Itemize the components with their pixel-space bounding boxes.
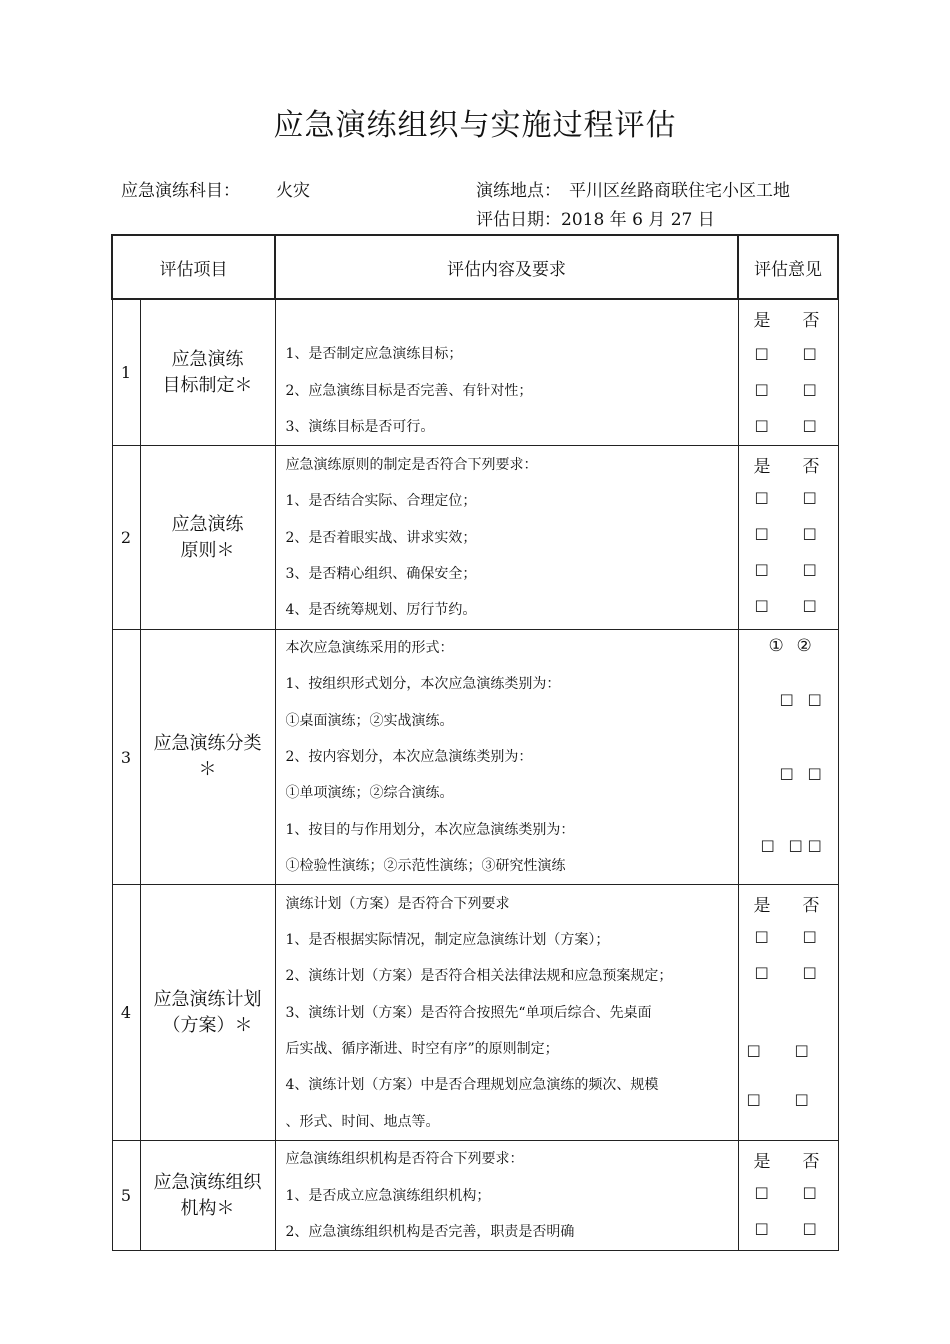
row-number: 2: [112, 446, 140, 630]
opinion-cell: [738, 885, 838, 1141]
table-row: [112, 630, 838, 885]
no-checkbox[interactable]: □: [794, 1041, 809, 1060]
yes-checkbox[interactable]: □: [754, 596, 769, 615]
yes-label: 是: [753, 311, 771, 331]
content-line: 后实战、循序渐进、时空有序”的原则制定；: [285, 1040, 559, 1057]
item-name-line: 应急演练: [171, 348, 244, 370]
option-2-checkbox[interactable]: □: [807, 690, 822, 709]
content-line: 2、按内容划分，本次应急演练类别为：: [285, 749, 533, 766]
yes-checkbox[interactable]: □: [754, 963, 769, 982]
yes-checkbox[interactable]: □: [754, 1219, 769, 1238]
opinion-cell: [738, 299, 838, 446]
content-cell: [275, 446, 738, 630]
header-item: 评估项目: [112, 235, 275, 299]
content-line: 1、按目的与作用划分，本次应急演练类别为：: [285, 821, 575, 838]
table-row: [112, 299, 838, 446]
content-line: 3、演练计划（方案）是否符合按照先“单项后综合、先桌面: [285, 1004, 652, 1021]
no-checkbox[interactable]: □: [802, 344, 817, 362]
option-2-checkbox[interactable]: □: [788, 836, 803, 855]
table-row: [112, 1141, 838, 1251]
yes-checkbox[interactable]: □: [754, 927, 769, 946]
content-line: 1、是否制定应急演练目标；: [285, 346, 463, 363]
item-name-line: 应急演练组织: [153, 1171, 262, 1193]
no-label: 否: [802, 1152, 820, 1173]
row-number: 1: [112, 299, 140, 446]
content-line: 3、是否精心组织、确保安全；: [285, 565, 477, 582]
option-2-label: ②: [796, 636, 812, 657]
content-line: ①桌面演练；②实战演练。: [285, 712, 454, 729]
option-1-checkbox[interactable]: □: [779, 764, 794, 783]
content-line: 应急演练组织机构是否符合下列要求：: [285, 1151, 524, 1168]
content-line: 本次应急演练采用的形式：: [285, 640, 454, 657]
content-line: 1、按组织形式划分，本次应急演练类别为：: [285, 676, 561, 693]
location-label: 演练地点：: [476, 181, 561, 201]
yes-checkbox[interactable]: □: [754, 1183, 769, 1202]
content-line: 、形式、时间、地点等。: [285, 1113, 440, 1130]
no-checkbox[interactable]: □: [802, 560, 817, 579]
no-checkbox[interactable]: □: [802, 1183, 817, 1202]
yes-checkbox[interactable]: □: [746, 1090, 761, 1109]
option-3-checkbox[interactable]: □: [807, 836, 822, 855]
opinion-cell: [738, 630, 838, 885]
yes-checkbox[interactable]: □: [754, 380, 769, 398]
item-name-line: ＊: [198, 759, 217, 781]
content-line: 3、演练目标是否可行。: [285, 418, 435, 435]
opinion-cell: [738, 446, 838, 630]
item-name-line: 应急演练计划: [153, 988, 262, 1010]
item-name: [140, 446, 275, 630]
no-checkbox[interactable]: □: [802, 927, 817, 946]
no-checkbox[interactable]: □: [802, 596, 817, 615]
page-title: 应急演练组织与实施过程评估: [273, 108, 677, 143]
header-content: 评估内容及要求: [275, 235, 738, 299]
yes-label: 是: [753, 1152, 771, 1173]
no-checkbox[interactable]: □: [802, 963, 817, 982]
option-1-label: ①: [768, 636, 784, 657]
content-cell: [275, 299, 738, 446]
yes-checkbox[interactable]: □: [754, 560, 769, 579]
item-name-line: 应急演练分类: [153, 733, 262, 755]
no-label: 否: [802, 457, 820, 478]
subject-value: 火灾: [276, 181, 310, 201]
item-name: [140, 299, 275, 446]
item-name: [140, 630, 275, 885]
no-checkbox[interactable]: □: [794, 1090, 809, 1109]
content-line: 2、应急演练组织机构是否完善，职责是否明确: [285, 1223, 575, 1240]
content-line: 2、演练计划（方案）是否符合相关法律法规和应急预案规定；: [285, 968, 673, 985]
yes-checkbox[interactable]: □: [754, 524, 769, 543]
content-line: 4、演练计划（方案）中是否合理规划应急演练的频次、规模: [285, 1077, 659, 1094]
row-number: 4: [112, 885, 140, 1141]
content-line: 2、是否着眼实战、讲求实效；: [285, 529, 477, 546]
content-line: 2、应急演练目标是否完善、有针对性；: [285, 382, 533, 399]
no-label: 否: [802, 896, 820, 917]
content-line: 1、是否根据实际情况，制定应急演练计划（方案）；: [285, 932, 610, 949]
item-name-line: 应急演练: [171, 513, 244, 535]
opinion-cell: [738, 1141, 838, 1251]
content-cell: [275, 630, 738, 885]
content-cell: [275, 1141, 738, 1251]
content-line: 演练计划（方案）是否符合下列要求: [285, 895, 510, 912]
yes-checkbox[interactable]: □: [754, 416, 769, 434]
table-row: [112, 885, 838, 1141]
no-checkbox[interactable]: □: [802, 524, 817, 543]
content-line: [286, 300, 738, 336]
subject-label: 应急演练科目：: [121, 181, 240, 201]
table-row: [112, 446, 838, 630]
evaluation-date: 评估日期：2018 年 6 月 27 日: [476, 210, 715, 230]
content-line: 1、是否结合实际、合理定位；: [285, 493, 477, 510]
no-label: 否: [802, 311, 820, 331]
row-number: 5: [112, 1141, 140, 1251]
no-checkbox[interactable]: □: [802, 1219, 817, 1238]
no-checkbox[interactable]: □: [802, 416, 817, 434]
location-value: 平川区丝路商联住宅小区工地: [569, 181, 790, 201]
no-checkbox[interactable]: □: [802, 488, 817, 507]
content-line: 4、是否统筹规划、厉行节约。: [285, 602, 477, 619]
table-header-row: [112, 235, 838, 299]
yes-checkbox[interactable]: □: [746, 1041, 761, 1060]
option-1-checkbox[interactable]: □: [779, 690, 794, 709]
evaluation-table: [111, 234, 839, 1251]
content-line: 应急演练原则的制定是否符合下列要求：: [285, 456, 538, 473]
content-cell: [275, 885, 738, 1141]
option-2-checkbox[interactable]: □: [807, 764, 822, 783]
option-1-checkbox[interactable]: □: [760, 836, 775, 855]
item-name-line: （方案）＊: [162, 1014, 253, 1036]
content-line: ①检验性演练；②示范性演练；③研究性演练: [285, 857, 566, 874]
item-name-line: 原则＊: [180, 539, 235, 561]
item-name-line: 目标制定＊: [162, 374, 253, 396]
content-line: 1、是否成立应急演练组织机构；: [285, 1187, 491, 1204]
yes-label: 是: [753, 896, 771, 917]
content-line: ①单项演练；②综合演练。: [285, 785, 454, 802]
item-name: [140, 885, 275, 1141]
row-number: 3: [112, 630, 140, 885]
item-name-line: 机构＊: [180, 1197, 235, 1219]
header-opinion: 评估意见: [738, 235, 838, 299]
yes-checkbox[interactable]: □: [754, 344, 769, 362]
yes-label: 是: [753, 457, 771, 478]
no-checkbox[interactable]: □: [802, 380, 817, 398]
yes-checkbox[interactable]: □: [754, 488, 769, 507]
item-name: [140, 1141, 275, 1251]
